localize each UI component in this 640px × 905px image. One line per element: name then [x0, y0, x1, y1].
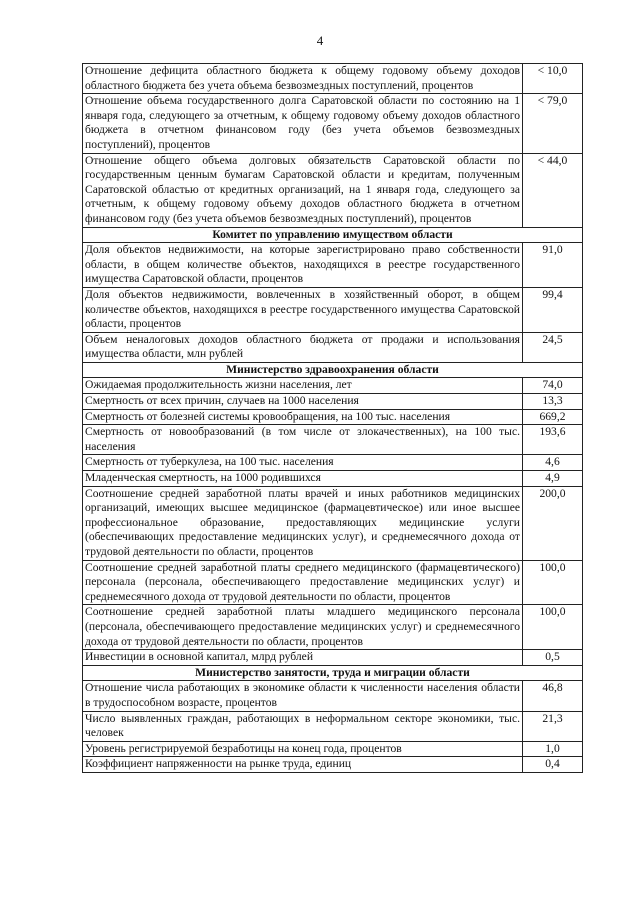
indicator-name: Соотношение средней заработной платы врачей и иных работников медицинских организаций, имеющих высшее медицинское (фармацевтическое) или иное высшее профессиональное образование, предоставляющих медицинские услуги (обеспечивающих предоставление медицинских услуг), и среднемесячного дохода от трудовой деятельности по области, процентов: [83, 486, 523, 560]
page-number: 4: [316, 33, 324, 48]
indicator-value: 99,4: [523, 287, 583, 332]
table-row: [83, 243, 583, 288]
table-row: [83, 332, 583, 362]
indicator-value: 91,0: [523, 243, 583, 288]
table-row: [83, 471, 583, 487]
table-row: [83, 605, 583, 650]
table-row: [83, 741, 583, 757]
indicator-value: < 44,0: [523, 153, 583, 227]
indicators-table: [82, 63, 583, 773]
indicator-name: Смертность от туберкулеза, на 100 тыс. населения: [83, 455, 523, 471]
section-title: Министерство здравоохранения области: [83, 362, 583, 378]
table-row: [83, 681, 583, 711]
indicator-value: 100,0: [523, 605, 583, 650]
indicator-value: 193,6: [523, 425, 583, 455]
indicator-name: Отношение общего объема долговых обязательств Саратовской области по государственным ценным бумагам Саратовской области и кредитам, полученным Саратовской областью от кредитных организаций, на 1 января года, следующего за отчетным, к общему годовому объему доходов областного бюджета в отчетном финансовом году (без учета объемов безвозмездных поступлений), процентов: [83, 153, 523, 227]
indicator-value: 24,5: [523, 332, 583, 362]
table-row: [83, 425, 583, 455]
table-row: [83, 378, 583, 394]
indicator-value: 0,4: [523, 757, 583, 773]
table-row: [83, 153, 583, 227]
indicator-name: Соотношение средней заработной платы младшего медицинского персонала (персонала, обеспечивающего предоставление медицинских услуг) и среднемесячного дохода от трудовой деятельности по области, процентов: [83, 605, 523, 650]
indicator-name: Инвестиции в основной капитал, млрд рублей: [83, 650, 523, 666]
indicator-value: 1,0: [523, 741, 583, 757]
indicators-table-body: [83, 64, 583, 773]
table-row: [83, 486, 583, 560]
indicator-value: 74,0: [523, 378, 583, 394]
indicator-value: < 79,0: [523, 94, 583, 153]
indicator-name: Коэффициент напряженности на рынке труда, единиц: [83, 757, 523, 773]
table-row: [83, 455, 583, 471]
section-header-row: [83, 227, 583, 243]
indicator-name: Объем неналоговых доходов областного бюджета от продажи и использования имущества области, млн рублей: [83, 332, 523, 362]
indicator-value: 4,6: [523, 455, 583, 471]
section-title: Министерство занятости, труда и миграции области: [83, 665, 583, 681]
indicator-name: Доля объектов недвижимости, вовлеченных в хозяйственный оборот, в общем количестве объектов, находящихся в реестре государственного имущества Саратовской области, процентов: [83, 287, 523, 332]
indicator-value: 100,0: [523, 560, 583, 605]
table-row: [83, 757, 583, 773]
indicator-value: < 10,0: [523, 64, 583, 94]
table-row: [83, 560, 583, 605]
indicator-name: Отношение дефицита областного бюджета к общему годовому объему доходов областного бюджета без учета объема безвозмездных поступлений, процентов: [83, 64, 523, 94]
indicator-name: Ожидаемая продолжительность жизни населения, лет: [83, 378, 523, 394]
table-row: [83, 94, 583, 153]
table-row: [83, 64, 583, 94]
indicator-value: 21,3: [523, 711, 583, 741]
indicator-name: Соотношение средней заработной платы среднего медицинского (фармацевтического) персонала (персонала, обеспечивающего предоставление медицинских услуг) и среднемесячного дохода от трудовой деятельности по области, процентов: [83, 560, 523, 605]
table-row: [83, 409, 583, 425]
indicator-name: Отношение числа работающих в экономике области к численности населения области в трудоспособном возрасте, процентов: [83, 681, 523, 711]
indicator-name: Смертность от болезней системы кровообращения, на 100 тыс. населения: [83, 409, 523, 425]
table-row: [83, 287, 583, 332]
section-title: Комитет по управлению имуществом области: [83, 227, 583, 243]
indicator-value: 669,2: [523, 409, 583, 425]
indicator-name: Младенческая смертность, на 1000 родившихся: [83, 471, 523, 487]
section-header-row: [83, 362, 583, 378]
indicator-value: 0,5: [523, 650, 583, 666]
table-row: [83, 711, 583, 741]
indicator-name: Отношение объема государственного долга Саратовской области по состоянию на 1 января года, следующего за отчетным, к общему годовому объему доходов областного бюджета в отчетном финансовом году (без учета объемов безвозмездных поступлений), процентов: [83, 94, 523, 153]
indicator-value: 46,8: [523, 681, 583, 711]
indicator-value: 4,9: [523, 471, 583, 487]
indicator-name: Смертность от новообразований (в том числе от злокачественных), на 100 тыс. населения: [83, 425, 523, 455]
indicator-name: Доля объектов недвижимости, на которые зарегистрировано право собственности области, в общем количестве объектов, находящихся в реестре государственного имущества Саратовской области, процентов: [83, 243, 523, 288]
section-header-row: [83, 665, 583, 681]
table-row: [83, 394, 583, 410]
indicator-name: Смертность от всех причин, случаев на 1000 населения: [83, 394, 523, 410]
indicator-name: Число выявленных граждан, работающих в неформальном секторе экономики, тыс. человек: [83, 711, 523, 741]
indicator-value: 13,3: [523, 394, 583, 410]
indicator-value: 200,0: [523, 486, 583, 560]
indicator-name: Уровень регистрируемой безработицы на конец года, процентов: [83, 741, 523, 757]
table-row: [83, 650, 583, 666]
